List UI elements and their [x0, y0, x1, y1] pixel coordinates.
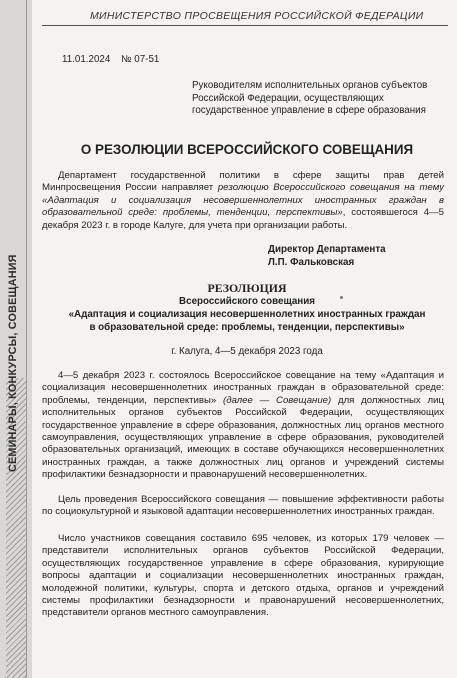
resolution-line-2: «Адаптация и социализация несовершеннолетних иностранных граждан	[68, 309, 426, 320]
intro-text-start: Департамент государственной политики в сфере защиты прав детей Минпросвещения России направляет	[42, 170, 444, 194]
intro-text-italic: резолюцию Всероссийского совещания на тему «Адаптация и социализация несовершеннолетних иностранных граждан в образовательной среде: проблемы, тенденции, перспективы»	[42, 182, 445, 219]
body-paragraph-1	[42, 370, 444, 482]
addressee: Руководителям исполнительных органов субъектов Российской Федерации, осуществляющих государственное управление в сфере образования	[192, 80, 428, 116]
resolution-heading	[42, 282, 452, 334]
header-rule	[42, 25, 448, 26]
document-number: № 07-51	[121, 54, 160, 65]
page-title: О РЕЗОЛЮЦИИ ВСЕРОССИЙСКОГО СОВЕЩАНИЯ	[80, 142, 414, 157]
side-rule	[26, 0, 27, 678]
resolution-line-1: Всероссийского совещания	[179, 296, 315, 307]
body-paragraph-2: Цель проведения Всероссийского совещания — повышение эффективности работы по социокультурной и языковой адаптации несовершеннолетних иностранных граждан.	[42, 494, 444, 518]
body-p1-end: для должностных лиц исполнительных органов субъектов Российской Федерации, осуществляющих государственное управление в сфере образования, должностных лиц органов местного самоуправления, осуществляющих управление в сфере образования, руководителей образовательных организаций, имеющих в составе обучающихся несовершеннолетних иностранных граждан, а также должностных лиц органов и учреждений системы профилактики безнадзорности и правонарушений несовершеннолетних.	[42, 394, 444, 481]
document-meta	[62, 54, 167, 65]
resolution-place-date: г. Калуга, 4—5 декабря 2023 года	[171, 346, 323, 357]
signature-name: Л.П. Фальковская	[268, 256, 355, 268]
resolution-title: РЕЗОЛЮЦИЯ	[207, 281, 287, 295]
intro-text-end: , состоявшегося 4—5 декабря 2023 г. в городе Калуге, для учета при организации работы.	[42, 207, 444, 231]
document-date: 11.01.2024	[62, 54, 111, 65]
print-speck	[340, 296, 343, 299]
body-p1-italic: (далее — Совещание)	[223, 394, 332, 406]
body-paragraph-3: Число участников совещания составило 695 человек, из которых 179 человек — представители исполнительных органов субъектов Российской Федерации, осуществляющих государственное управление в сфере образования, курирующие вопросы адаптации и социализации несовершеннолетних иностранных граждан, молодежной политики, культуры, спорта и детского отдыха, органов и учреждений системы профилактики безнадзорности и правонарушений несовершеннолетних, представители органов местного самоуправления.	[42, 533, 444, 619]
ministry-header: МИНИСТЕРСТВО ПРОСВЕЩЕНИЯ РОССИЙСКОЙ ФЕДЕРАЦИИ	[90, 10, 424, 22]
signature	[268, 244, 386, 269]
signature-position: Директор Департамента	[268, 244, 386, 255]
resolution-line-3: в образовательной среде: проблемы, тенденции, перспективы»	[89, 322, 405, 333]
section-label: СЕМИНАРЫ, КОНКУРСЫ, СОВЕЩАНИЯ	[7, 254, 19, 472]
body-p1-start: 4—5 декабря 2023 г. состоялось Всероссийское совещание на тему «Адаптация и социализация несовершеннолетних иностранных граждан в образовательной среде: проблемы, тенденции, перспективы»	[42, 370, 444, 406]
intro-paragraph	[42, 170, 444, 232]
